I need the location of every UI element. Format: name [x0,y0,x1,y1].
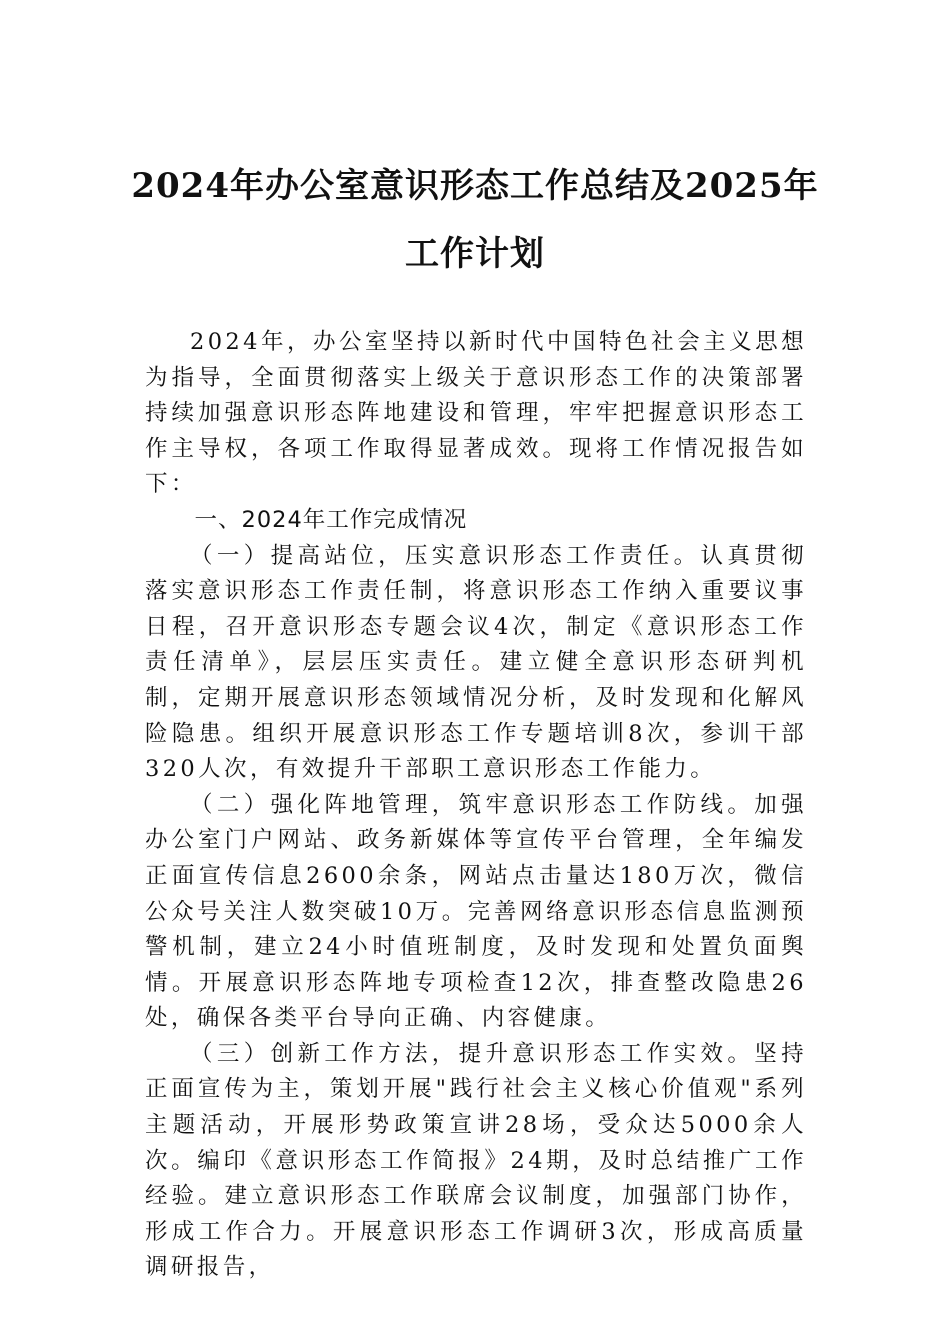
intro-paragraph: 2024年，办公室坚持以新时代中国特色社会主义思想为指导，全面贯彻落实上级关于意识形态工作的决策部署持续加强意识形态阵地建设和管理，牢牢把握意识形态工作主导权，各项工作取得显著成效。现将工作情况报告如下： [145,329,807,498]
document-title-line-1: 2024年办公室意识形态工作总结及2025年 [131,166,819,206]
subsection-3-body: 坚持正面宣传为主，策划开展"践行社会主义核心价值观"系列主题活动，开展形势政策宣讲28场，受众达5000余人次。编印《意识形态工作简报》24期，及时总结推广工作经验。建立意识形态工作联席会议制度，加强部门协作，形成工作合力。开展意识形态工作调研3次，形成高质量调研报告， [145,1040,807,1281]
subsection-2-body: 加强办公室门户网站、政务新媒体等宣传平台管理，全年编发正面宣传信息2600余条，网站点击量达180万次，微信公众号关注人数突破10万。完善网络意识形态信息监测预警机制，建立24小时值班制度，及时发现和处置负面舆情。开展意识形态阵地专项检查12次，排查整改隐患26处，确保各类平台导向正确、内容健康。 [145,791,807,1032]
subsection-2-paragraph [145,788,807,1037]
subsection-2-lead: （二）强化阵地管理，筑牢意识形态工作防线。 [190,791,755,818]
section-heading: 一、2024年工作完成情况 [194,506,468,533]
subsection-1-body: 认真贯彻落实意识形态工作责任制，将意识形态工作纳入重要议事日程，召开意识形态专题会议4次，制定《意识形态工作责任清单》，层层压实责任。建立健全意识形态研判机制，定期开展意识形态领域情况分析，及时发现和化解风险隐患。组织开展意识形态工作专题培训8次，参训干部320人次，有效提升干部职工意识形态工作能力。 [145,542,807,783]
subsection-3-paragraph [145,1037,807,1286]
subsection-3-lead: （三）创新工作方法，提升意识形态工作实效。 [190,1040,755,1067]
document-title-line-2: 工作计划 [405,234,545,274]
subsection-1-paragraph [145,539,807,788]
subsection-1-lead: （一）提高站位，压实意识形态工作责任。 [190,542,701,569]
document-body [145,325,807,1286]
